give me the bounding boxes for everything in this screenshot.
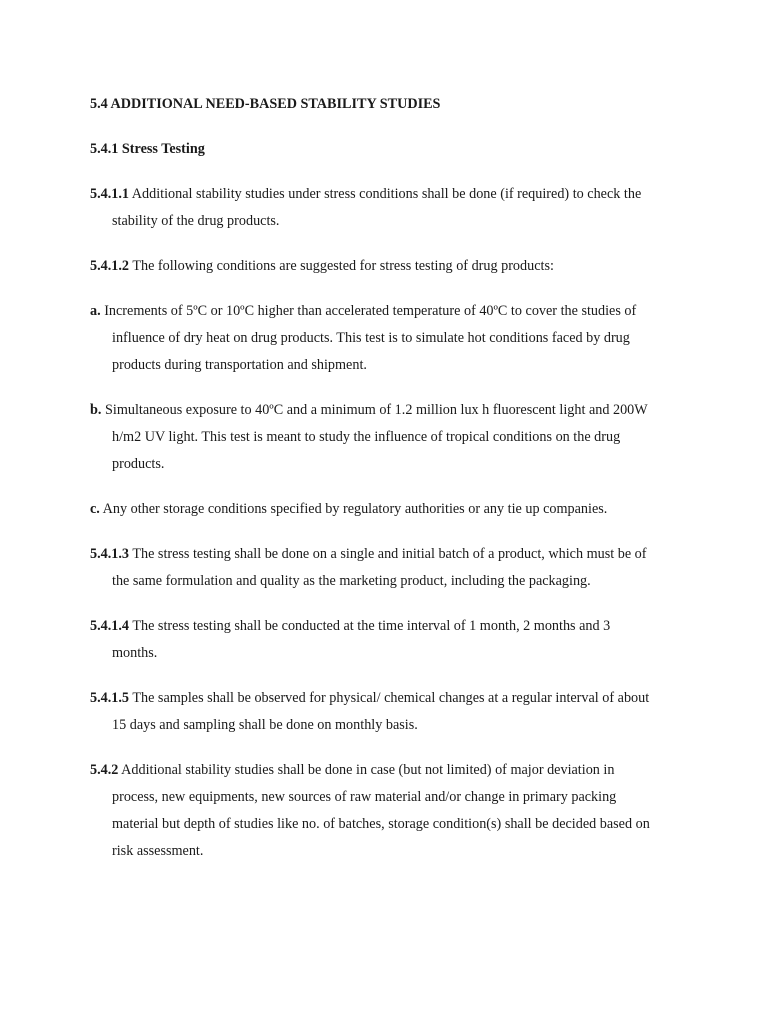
paragraph-5-4-1-5: [90, 685, 658, 739]
paragraph-text: Additional stability studies under stress conditions shall be done (if required) to check the stability of the drug products.: [112, 186, 642, 229]
paragraph-5-4-1-2: [90, 253, 658, 280]
list-item-a: [90, 298, 658, 379]
paragraph-number: 5.4.1.2: [90, 258, 130, 274]
list-marker: a.: [90, 303, 101, 319]
paragraph-text: Additional stability studies shall be done in case (but not limited) of major deviation in process, new equipments, new sources of raw material and/or change in primary packing material but depth of studies like no. of batches, storage condition(s) shall be decided based on risk assessment.: [112, 762, 650, 859]
paragraph-number: 5.4.1.3: [90, 546, 130, 562]
list-marker: b.: [90, 402, 102, 418]
list-marker: c.: [90, 501, 100, 517]
paragraph-text: The following conditions are suggested for stress testing of drug products:: [132, 258, 554, 274]
paragraph-number: 5.4.1.5: [90, 690, 130, 706]
paragraph-number: 5.4.1.1: [90, 186, 130, 202]
paragraph-5-4-1-4: [90, 613, 658, 667]
list-item-c: [90, 496, 658, 523]
paragraph-5-4-1-1: [90, 181, 658, 235]
list-item-text: Increments of 5ºC or 10ºC higher than accelerated temperature of 40ºC to cover the studies of influence of dry heat on drug products. This test is to simulate hot conditions faced by drug products during transportation and shipment.: [104, 303, 637, 373]
paragraph-number: 5.4.2: [90, 762, 119, 778]
paragraph-5-4-2: [90, 757, 658, 865]
paragraph-text: The samples shall be observed for physical/ chemical changes at a regular interval of about 15 days and sampling shall be done on monthly basis.: [112, 690, 650, 733]
paragraph-text: The stress testing shall be done on a single and initial batch of a product, which must be of the same formulation and quality as the marketing product, including the packaging.: [112, 546, 647, 589]
paragraph-text: The stress testing shall be conducted at the time interval of 1 month, 2 months and 3 months.: [112, 618, 611, 661]
paragraph-5-4-1-3: [90, 541, 658, 595]
list-item-b: [90, 397, 658, 478]
list-item-text: Any other storage conditions specified by regulatory authorities or any tie up companies.: [102, 501, 608, 517]
subsection-title: 5.4.1 Stress Testing: [90, 141, 205, 157]
list-item-text: Simultaneous exposure to 40ºC and a minimum of 1.2 million lux h fluorescent light and 200W h/m2 UV light. This test is meant to study the influence of tropical conditions on the drug products.: [104, 402, 648, 472]
section-title: 5.4 ADDITIONAL NEED-BASED STABILITY STUDIES: [90, 96, 441, 112]
paragraph-number: 5.4.1.4: [90, 618, 130, 634]
